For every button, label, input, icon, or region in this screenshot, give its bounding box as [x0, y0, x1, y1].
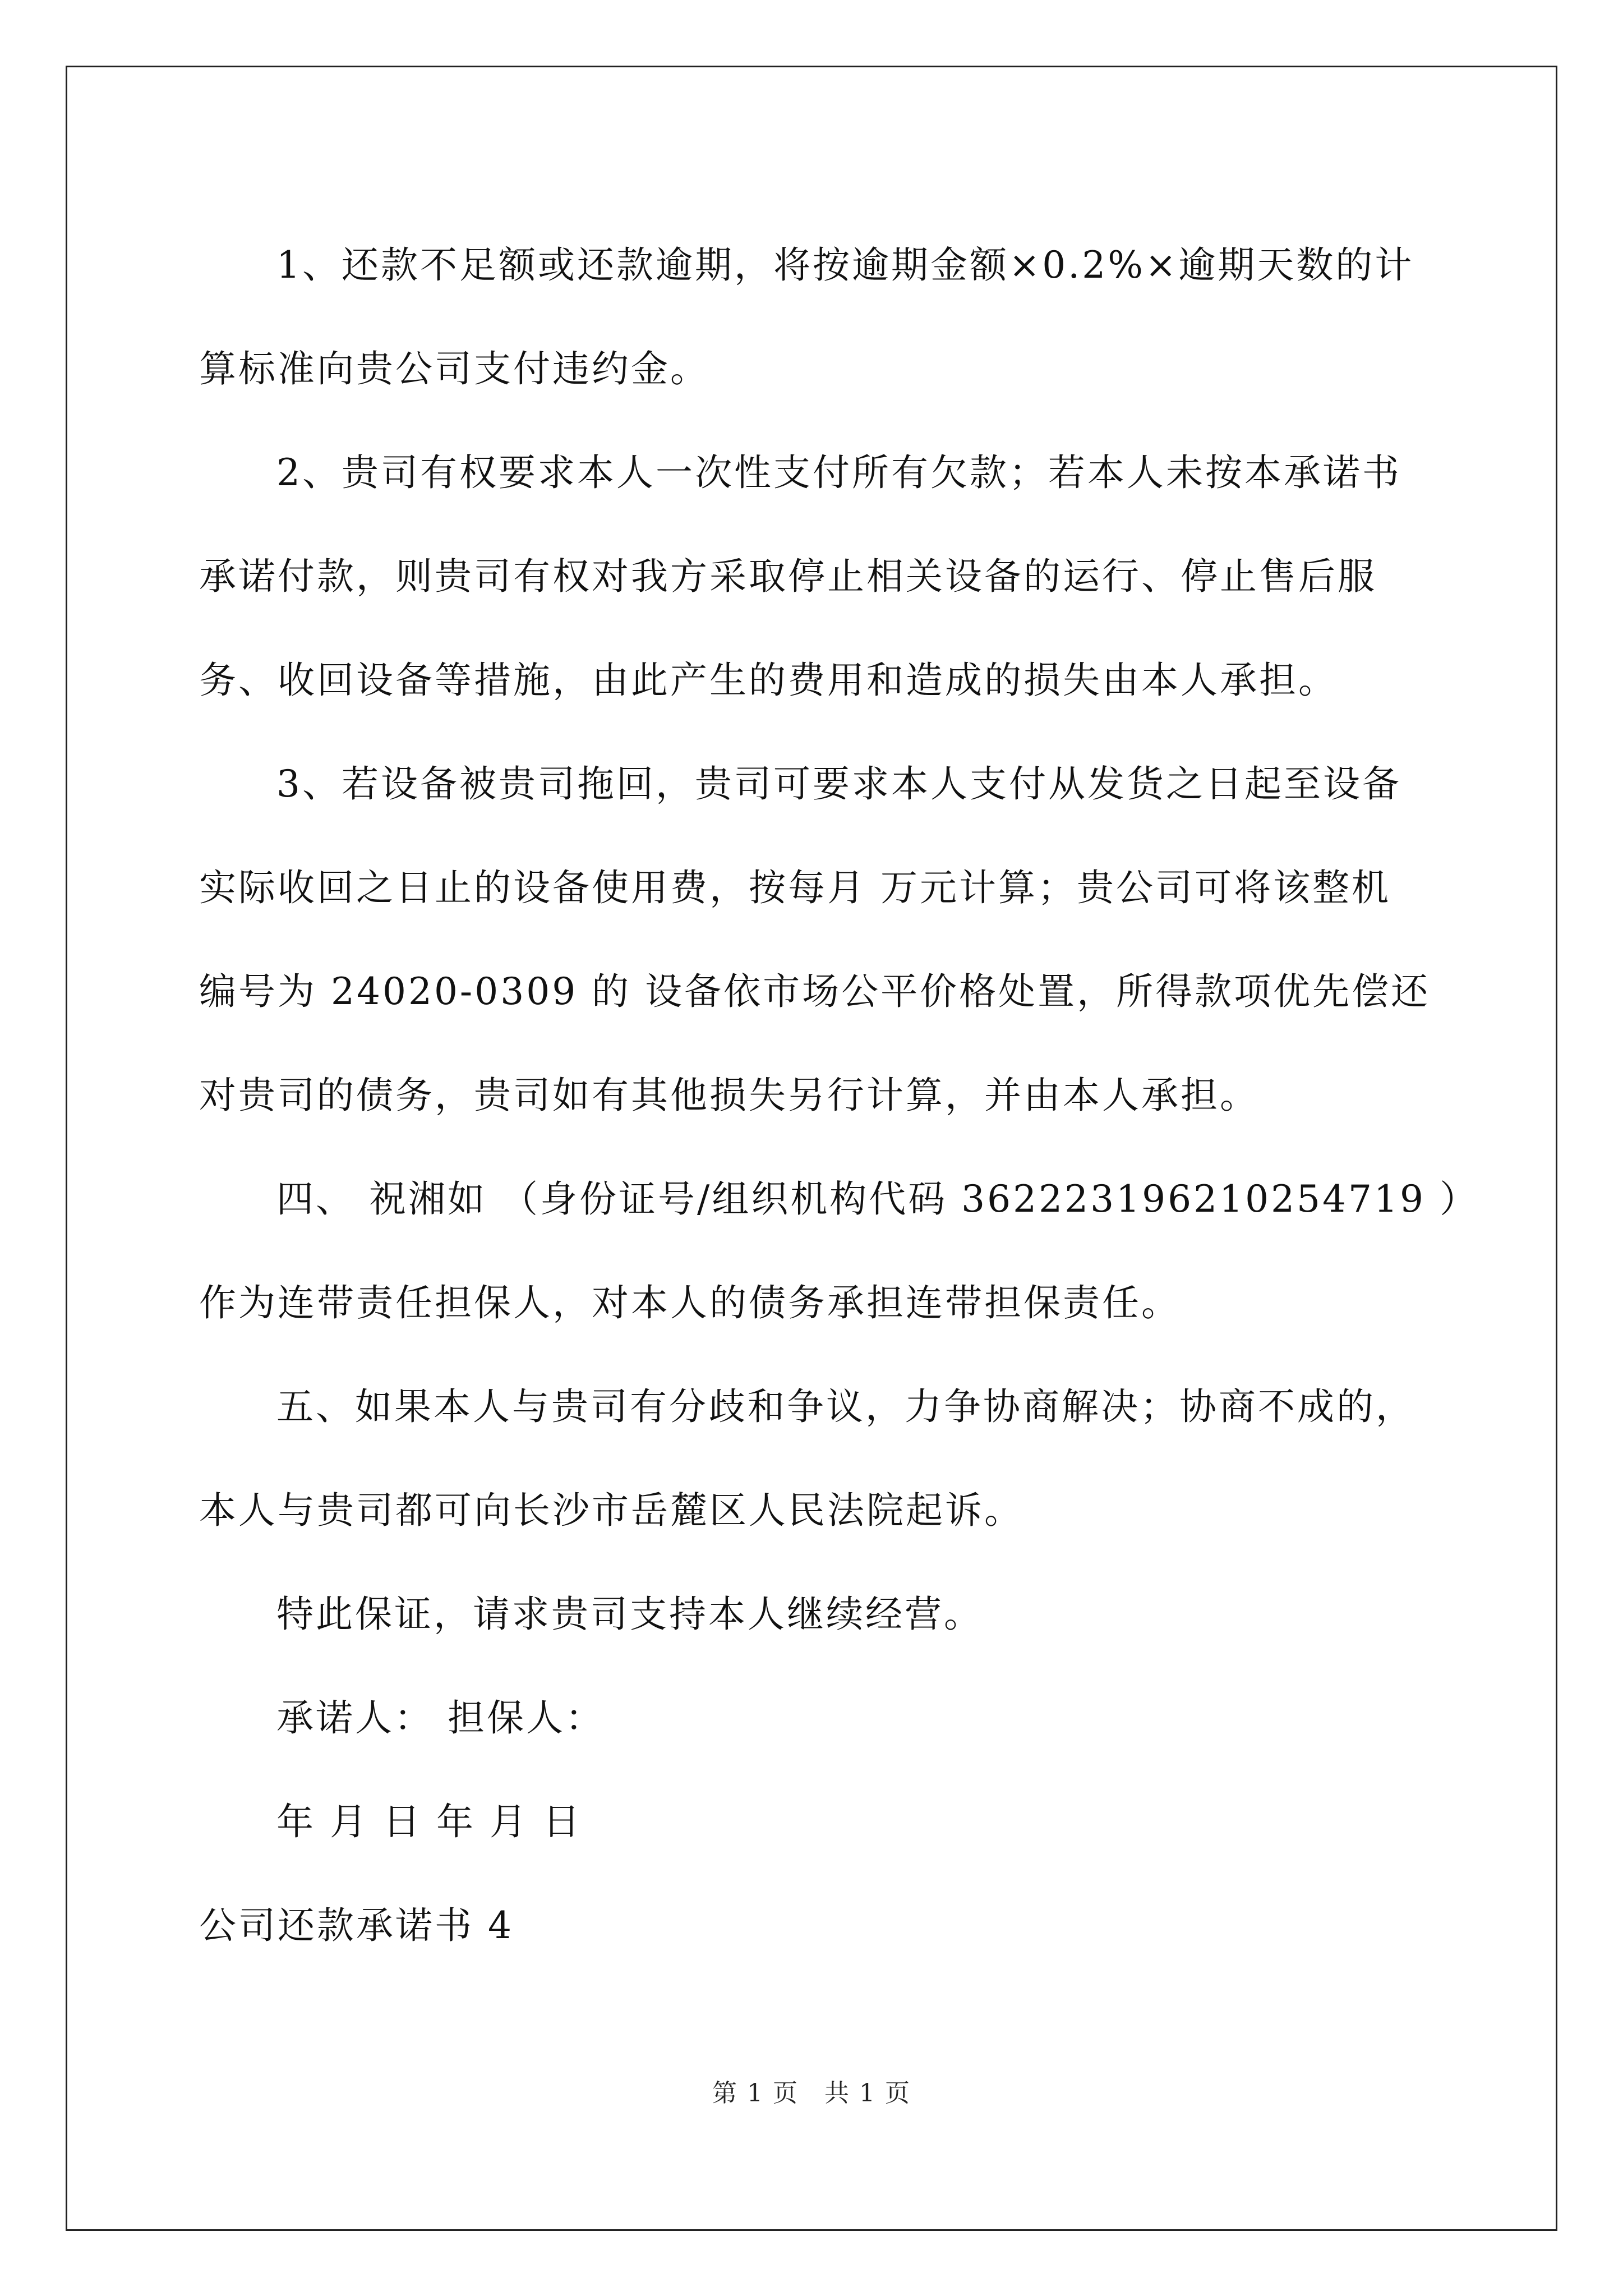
text-line: 本人与贵司都可向长沙市岳麓区人民法院起诉。 — [199, 1489, 1023, 1532]
text-line: 四、 祝湘如 （身份证号/组织机构代码 362223196210254719 ） — [276, 1177, 1479, 1221]
text-line: 3、若设备被贵司拖回，贵司可要求本人支付从发货之日起至设备 — [276, 762, 1401, 806]
text-line: 算标准向贵公司支付违约金。 — [199, 347, 709, 390]
paragraph-closing — [199, 1562, 1467, 1666]
signature-labels — [199, 1666, 1467, 1770]
paragraph-clause-2 — [199, 421, 1467, 732]
text-line: 1、还款不足额或还款逾期，将按逾期金额×0.2%×逾期天数的计 — [276, 243, 1414, 287]
text-line: 编号为 24020-0309 的 设备依市场公平价格处置，所得款项优先偿还 — [199, 970, 1431, 1013]
signature-dates — [199, 1770, 1467, 1874]
text-line: 务、收回设备等措施，由此产生的费用和造成的损失由本人承担。 — [199, 659, 1338, 702]
heading-text: 公司还款承诺书 4 — [199, 1904, 514, 1947]
paragraph-dispute — [199, 1355, 1467, 1562]
text-line: 五、如果本人与贵司有分歧和争议，力争协商解决；协商不成的， — [276, 1385, 1415, 1428]
text-line: 特此保证，请求贵司支持本人继续经营。 — [276, 1593, 983, 1636]
document-body — [199, 213, 1479, 1977]
text-line: 年 月 日 年 月 日 — [276, 1800, 582, 1843]
text-line: 承诺人： 担保人： — [276, 1696, 605, 1740]
text-line: 2、贵司有权要求本人一次性支付所有欠款；若本人未按本承诺书 — [276, 451, 1401, 494]
paragraph-clause-1 — [199, 213, 1467, 421]
paragraph-clause-3 — [199, 732, 1467, 1147]
section-heading — [199, 1874, 1467, 1977]
text-line: 实际收回之日止的设备使用费，按每月 万元计算；贵公司可将该整机 — [199, 866, 1391, 909]
text-line: 对贵司的债务，贵司如有其他损失另行计算，并由本人承担。 — [199, 1074, 1259, 1117]
page-footer: 第 1 页 共 1 页 — [712, 2079, 911, 2108]
text-line: 承诺付款，则贵司有权对我方采取停止相关设备的运行、停止售后服 — [199, 555, 1377, 598]
text-line: 作为连带责任担保人，对本人的债务承担连带担保责任。 — [199, 1281, 1181, 1324]
paragraph-guarantor — [199, 1147, 1479, 1355]
